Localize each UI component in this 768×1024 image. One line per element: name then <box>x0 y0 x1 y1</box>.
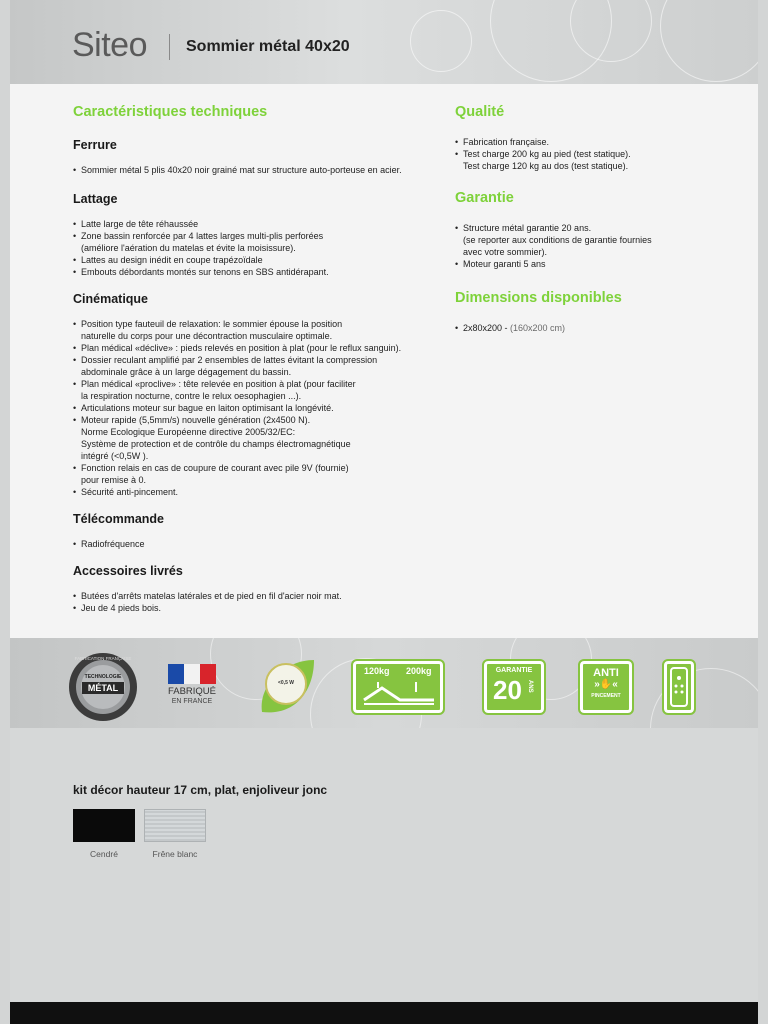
badge-line2: MÉTAL <box>87 683 119 693</box>
list-item: • Plan médical «déclive» : pieds relevés en position à plat (pour le reflux sanguin). <box>73 342 433 354</box>
list-item: la respiration nocturne, contre le relux oesophagien ...). <box>81 391 302 401</box>
lattage-list <box>73 218 433 278</box>
list-item: • Moteur garanti 5 ans <box>455 258 725 270</box>
list-item: pour remise à 0. <box>81 475 147 485</box>
eco-leaf-logo-icon <box>256 654 318 720</box>
list-item: • Plan médical «proclive» : tête relevée en position à plat (pour faciliter <box>73 378 433 390</box>
bed-load-icon <box>360 678 438 708</box>
dimensions-title: Dimensions disponibles <box>455 290 622 306</box>
garantie-number: 20 <box>493 675 522 705</box>
decor-circle <box>410 10 472 72</box>
eco-value-text: <0,5 W <box>278 680 294 686</box>
list-item: • Articulations moteur sur bague en laiton optimisant la longévité. <box>73 402 433 414</box>
garantie-unit: ANS <box>527 680 533 693</box>
page-title: Sommier métal 40x20 <box>186 38 350 55</box>
list-item: • Jeu de 4 pieds bois. <box>73 602 433 614</box>
garantie-title: Garantie <box>455 190 514 206</box>
list-item: (se reporter aux conditions de garantie fournies <box>463 235 652 245</box>
telecommande-list <box>73 538 433 550</box>
lattage-heading: Lattage <box>73 192 118 206</box>
list-item: • Sécurité anti-pincement. <box>73 486 433 498</box>
content-panel <box>10 84 758 638</box>
charge-left-text: 120kg <box>364 666 390 676</box>
qualite-list <box>455 136 725 172</box>
list-item: abdominale grâce à un large dégagement du bassin. <box>81 367 292 377</box>
list-item: • Sommier métal 5 plis 40x20 noir grainé mat sur structure auto-porteuse en acier. <box>73 164 433 176</box>
list-item: avec votre sommier). <box>463 247 548 257</box>
hand-arrows-icon: »✋« <box>594 679 618 690</box>
certification-logos-band <box>10 638 758 728</box>
badge-top-text: FABRICATION FRANÇAISE <box>74 656 132 661</box>
dimension-value: 2x80x200 - <box>463 323 511 333</box>
dimensions-list <box>455 322 725 334</box>
accessoires-list <box>73 590 433 614</box>
list-item: • Structure métal garantie 20 ans. <box>455 222 725 234</box>
ferrure-list <box>73 164 433 176</box>
technologie-metal-badge-icon <box>68 652 138 722</box>
anti-top-text: ANTI <box>593 667 619 679</box>
list-item: • Fonction relais en cas de coupure de courant avec pile 9V (fournie) <box>73 462 433 474</box>
en-france-text: EN FRANCE <box>171 698 213 705</box>
remote-control-icon <box>664 661 694 713</box>
garantie-list <box>455 222 725 270</box>
anti-bottom-text: PINCEMENT <box>591 693 621 699</box>
swatch-label: Frêne blanc <box>152 849 198 859</box>
technical-specs-column <box>73 104 433 614</box>
brand-separator <box>169 34 170 60</box>
footer-bar <box>10 1002 758 1024</box>
list-item: Norme Ecologique Européenne directive 2005/32/EC: <box>81 427 296 437</box>
french-flag-icon <box>168 664 216 684</box>
badge-line1: TECHNOLOGIE <box>84 674 122 680</box>
list-item: intégré (<0,5W ). <box>81 451 149 461</box>
list-item: • Test charge 200 kg au pied (test statique). <box>455 148 725 160</box>
list-item: • Position type fauteuil de relaxation: le sommier épouse la position <box>73 318 433 330</box>
fabrique-en-france-logo <box>168 664 220 714</box>
swatch-frene-blanc <box>144 809 206 842</box>
fabrique-text: FABRIQUÉ <box>167 686 217 697</box>
garantie-20-ans-logo <box>484 661 544 713</box>
list-item <box>455 322 725 334</box>
list-item: • Butées d'arrêts matelas latérales et de pied en fil d'acier noir mat. <box>73 590 433 602</box>
garantie-top-text: GARANTIE <box>495 667 533 674</box>
list-item: • Dossier reculant amplifié par 2 ensembles de lattes évitant la compression <box>73 354 433 366</box>
list-item: • Embouts débordants montés sur tenons en SBS antidérapant. <box>73 266 433 278</box>
brand-name: Siteo <box>72 26 147 64</box>
kit-decor-section <box>10 728 758 1002</box>
technical-specs-title: Caractéristiques techniques <box>73 104 268 120</box>
qualite-title: Qualité <box>455 104 505 120</box>
decor-circle <box>660 0 758 82</box>
load-test-logo <box>353 661 443 713</box>
accessoires-heading: Accessoires livrés <box>73 564 183 578</box>
list-item: • Latte large de tête réhaussée <box>73 218 433 230</box>
right-column <box>455 104 725 334</box>
list-item: • Radiofréquence <box>73 538 433 550</box>
cinematique-list <box>73 318 433 498</box>
swatch-label: Cendré <box>90 849 118 859</box>
swatch-cendre <box>73 809 135 842</box>
charge-right-text: 200kg <box>406 666 432 676</box>
list-item: • Lattes au design inédit en coupe trapézoïdale <box>73 254 433 266</box>
header-banner <box>10 0 758 84</box>
list-item: • Moteur rapide (5,5mm/s) nouvelle génération (2x4500 N). <box>73 414 433 426</box>
list-item: (améliore l'aération du matelas et évite la moisissure). <box>81 243 296 253</box>
list-item: naturelle du corps pour une décontraction musculaire optimale. <box>81 331 333 341</box>
ferrure-heading: Ferrure <box>73 138 117 152</box>
list-item: Test charge 120 kg au dos (test statique). <box>463 161 629 171</box>
dimension-cm: (160x200 cm) <box>510 323 566 333</box>
list-item: • Zone bassin renforcée par 4 lattes larges multi-plis perforées <box>73 230 433 242</box>
list-item: • Fabrication française. <box>455 136 725 148</box>
telecommande-heading: Télécommande <box>73 512 165 526</box>
kit-title: kit décor hauteur 17 cm, plat, enjoliveur jonc <box>73 783 328 797</box>
anti-pincement-logo <box>580 661 632 713</box>
cinematique-heading: Cinématique <box>73 292 149 306</box>
list-item: Système de protection et de contrôle du champs électromagnétique <box>81 439 351 449</box>
